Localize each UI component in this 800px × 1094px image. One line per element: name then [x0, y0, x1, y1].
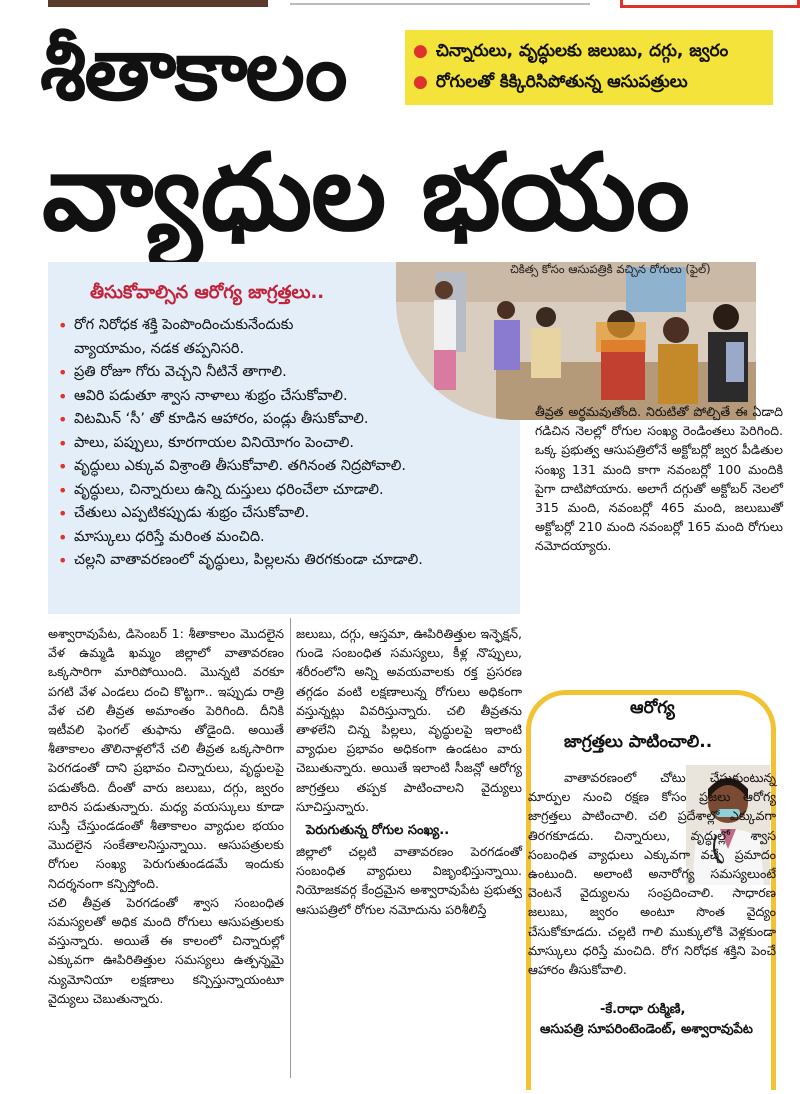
tip-text: పాలు, పప్పులు, కూరగాయల వినియోగం పెంచాలి. — [74, 434, 354, 451]
tip-item — [58, 455, 518, 479]
bullet-icon: • — [58, 457, 68, 476]
tip-text: ఆవిరి పడుతూ శ్వాస నాళాలు శుభ్రం చేసుకోవాలి. — [74, 387, 348, 404]
bullet-icon: • — [58, 433, 68, 453]
bullet-icon: • — [58, 480, 68, 500]
bullet-icon: ● — [413, 41, 428, 61]
highlights-box — [405, 30, 773, 105]
bullet-icon: • — [58, 551, 68, 570]
tip-item — [58, 549, 518, 573]
tip-item — [58, 432, 518, 456]
bullet-spacer — [58, 338, 74, 362]
column-divider — [290, 618, 291, 1078]
highlight-text: రోగులతో కిక్కిరిసిపోతున్న ఆసుపత్రులు — [435, 72, 688, 92]
article-paragraph: అశ్వారావుపేట, డిసెంబర్ 1: శీతాకాలం మొదలైన వేళ ఉమ్మడి ఖమ్మం జిల్లాలో వాతావరణం ఒక్కసారిగా మారిపోయింది. మొన్నటి వరకూ పగటి వేళ ఎండలు దంచి కొట్టగా.. ఇప్పుడు రాత్రి వేళ చలి తీవ్రత అమాంతం పెరిగింది. దీనికి ఇటీవలి ఫెంగల్ తుఫాను తోడైంది. అయితే శీతాకాలం తొలినాళ్లలోనే చలి తీవ్రత ఒక్కసారిగా పెరగడంతో దాని ప్రభావం చిన్నారులు, వృద్ధులపై పడుతోంది. దీంతో వారు జలుబు, దగ్గు, జ్వరం బారిన పడుతున్నారు. మధ్య వయస్కులు కూడా సుస్తీ చేస్తుండడంతో శీతాకాలం వ్యాధుల భయం మొదలైన సంకేతాలనిస్తున్నాయి. ఆసుపత్రులకు రోగుల సంఖ్య పెరుగుతుండడమే ఇందుకు నిదర్శనంగా కన్పిస్తోంది. — [48, 626, 284, 891]
tip-text: వృద్ధులు, చిన్నారులు ఉన్ని దుస్తులు ధరించేలా చూడాలి. — [74, 481, 384, 498]
doctor-quote-body: వాతావరణంలో చోటు చేసుకుంటున్న మార్పుల నుంచి రక్షణ కోసం ప్రజలు ఆరోగ్య జాగ్రత్తలు పాటించాలి. చలి ప్రదేశాల్లో ఎక్కువగా తిరగకూడదు. చిన్నారులు, వృద్ధుల్లో శ్వాస సంబంధిత వ్యాధులు ఎక్కువగా వచ్చే ప్రమాదం ఉంటుంది. అలాంటి అనారోగ్య సమస్యలుంటే వెంటనే వైద్యులను సంప్రదించాలి. సాధారణ జలుబు, జ్వరం అంటూ సొంత వైద్యం చేసుకోకూడదు. చల్లటి గాలి ముక్కులోకి వెళ్లకుండా మాస్కులు ధరిస్తే మంచిది. రోగ నిరోధక శక్తిని పెంచే ఆహారం తీసుకోవాలి. — [528, 770, 776, 978]
bullet-icon: • — [58, 527, 68, 547]
tip-text: వృద్ధులు ఎక్కువ విశ్రాంతి తీసుకోవాలి. తగినంత నిద్రపోవాలి. — [74, 458, 406, 474]
doctor-quote-heading-2: జాగ్రత్తలు పాటించాలి.. — [564, 732, 713, 752]
tip-text: రోగ నిరోధక శక్తి పెంపొందించుకునేందుకు — [74, 317, 294, 333]
tip-item — [58, 408, 518, 432]
article-paragraph: చలి తీవ్రత పెరగడంతో శ్వాస సంబంధిత సమస్యలతో అధిక మంది రోగులు ఆసుపత్రులకు వస్తున్నారు. అయితే ఈ కాలంలో చిన్నారుల్లో ఎక్కువగా ఊపిరితిత్తుల సమస్యలు ఉత్పన్నమై న్యుమోనియా లక్షణాలు కన్పిస్తున్నాయంటూ వైద్యులు చెబుతున్నారు. — [48, 894, 284, 1006]
tip-item — [58, 502, 518, 526]
article-column-1 — [48, 624, 284, 1008]
bullet-icon: • — [58, 316, 68, 335]
article-subheading: పెరుగుతున్న రోగుల సంఖ్య.. — [306, 823, 450, 839]
photo-caption: చికిత్స కోసం ఆసుపత్రికి వచ్చిన రోగులు (ఫైల్) — [510, 262, 711, 276]
doctor-quote-text — [528, 768, 776, 979]
bullet-icon: • — [58, 386, 68, 406]
headline-line-1: శీతాకాలం — [40, 21, 346, 119]
article-paragraph: జలుబు, దగ్గు, ఆస్తమా, ఊపిరితిత్తుల ఇన్ఫెక్షన్, గుండె సంబంధిత సమస్యలు, కీళ్ల నొప్పులు, శరీరంలోని అన్ని అవయవాలకు రక్త ప్రసరణ తగ్గడం వంటి లక్షణాలున్న రోగులు అధికంగా వస్తున్నట్లు వివరిస్తున్నారు. చలి తీవ్రతను తాళలేని చిన్న పిల్లలు, వృద్ధులపై ఇలాంటి వ్యాధుల ప్రభావం అధికంగా ఉండటం వారు చెబుతున్నారు. అయితే ఇలాంటి సీజన్లో ఆరోగ్య జాగ్రత్తలు తప్పక పాటించాలని వైద్యులు సూచిస్తున్నారు. — [296, 626, 522, 814]
top-strip-image — [48, 0, 268, 7]
tip-item — [58, 526, 518, 550]
tip-text: వ్యాయామం, నడక తప్పనిసరి. — [74, 340, 245, 357]
bullet-icon: • — [58, 504, 68, 523]
photo-illustration — [396, 262, 756, 420]
hospital-patients-photo — [396, 262, 756, 420]
article-paragraph: తీవ్రత అర్థమవుతోంది. నిరుటితో పోల్చితే ఈ ఏడాది గడిచిన నెలల్లో రోగుల సంఖ్య రెండింతలు పెరిగింది. ఒక్క ప్రభుత్వ ఆసుపత్రిలోనే అక్టోబర్లో జ్వర పీడితుల సంఖ్య 131 మంది కాగా నవంబర్లో 100 మందికి పైగా దాటిపోయారు. అలాగే దగ్గుతో అక్టోబర్ నెలలో 315 మంది, నవంబర్లో 465 మంది, జలుబుతో అక్టోబర్లో 210 మంది నవంబర్లో 165 మంది రోగులు నమోదయ్యారు. — [535, 404, 783, 554]
highlight-item — [413, 67, 765, 98]
bullet-icon: ● — [413, 72, 428, 92]
health-tips-heading: తీసుకోవాల్సిన ఆరోగ్య జాగ్రత్తలు.. — [90, 282, 325, 303]
article-column-2 — [296, 624, 522, 919]
tip-text: విటమిన్ ‘సీ’ తో కూడిన ఆహారం, పండ్లు తీసుకోవాలి. — [74, 411, 369, 427]
highlight-item — [413, 36, 765, 67]
article-column-3 — [535, 402, 783, 556]
headline-line-2: వ్యాధుల భయం — [42, 131, 689, 254]
doctor-designation: ఆసుపత్రి సూపరింటెండెంట్, అశ్వారావుపేట — [540, 1022, 753, 1037]
article-paragraph: జిల్లాలో చల్లటి వాతావరణం పెరగడంతో సంబంధిత వ్యాధులు విజృంభిస్తున్నాయి. నియోజకవర్గ కేంద్రమైన అశ్వారావుపేట ప్రభుత్వ ఆసుపత్రిలో రోగుల నమోదును పరిశీలిస్తే — [296, 844, 522, 917]
tip-text: మాస్కులు ధరిస్తే మరింత మంచిది. — [74, 528, 265, 545]
top-strip-divider — [290, 3, 590, 5]
bullet-icon: • — [58, 410, 68, 429]
tip-text: ప్రతి రోజూ గోరు వెచ్చని నీటినే తాగాలి. — [74, 364, 287, 380]
doctor-quote-heading-1: ఆరోగ్య — [630, 698, 675, 718]
tip-text: చల్లని వాతావరణంలో వృద్ధులు, పిల్లలను తిరగకుండా చూడాలి. — [74, 552, 423, 568]
highlight-text: చిన్నారులు, వృద్ధులకు జలుబు, దగ్గు, జ్వరం — [435, 41, 729, 61]
doctor-name: -కే.రాధా రుక్మిణి, — [600, 1002, 686, 1017]
top-strip-red-frame — [620, 0, 800, 8]
bullet-icon: • — [58, 363, 68, 382]
tip-text: చేతులు ఎప్పటికప్పుడు శుభ్రం చేసుకోవాలి. — [74, 505, 310, 521]
tip-item — [58, 479, 518, 503]
